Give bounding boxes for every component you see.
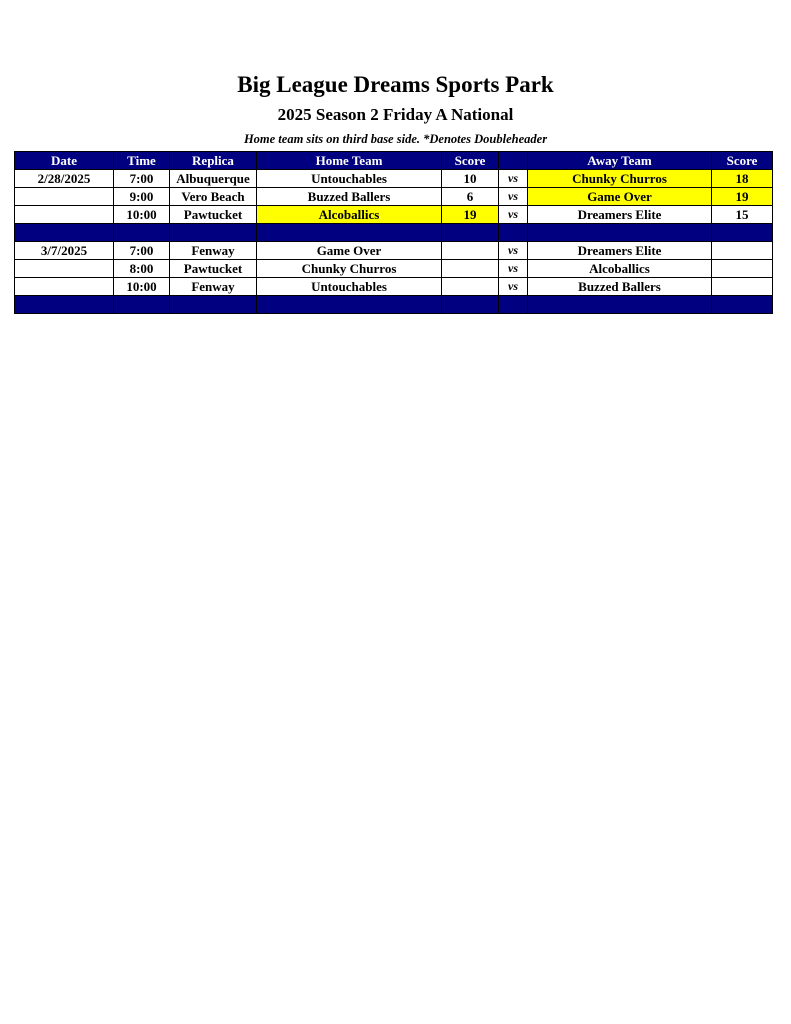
replica-cell: Fenway: [170, 242, 257, 260]
home-team-cell: Alcoballics: [257, 206, 442, 224]
date-cell: 3/7/2025: [15, 242, 114, 260]
column-header-time: Time: [114, 152, 170, 170]
separator-row: [15, 296, 773, 314]
vs-cell: vs: [499, 278, 528, 296]
away-score-cell: 18: [712, 170, 773, 188]
away-score-cell: 19: [712, 188, 773, 206]
away-team-cell: Dreamers Elite: [528, 206, 712, 224]
time-cell: 8:00: [114, 260, 170, 278]
replica-cell: Albuquerque: [170, 170, 257, 188]
column-header-away-score: Score: [712, 152, 773, 170]
column-header-replica: Replica: [170, 152, 257, 170]
away-team-cell: Buzzed Ballers: [528, 278, 712, 296]
date-cell: [15, 260, 114, 278]
away-team-cell: Chunky Churros: [528, 170, 712, 188]
time-cell: 10:00: [114, 278, 170, 296]
column-header-home-score: Score: [442, 152, 499, 170]
table-row: [15, 170, 773, 188]
column-header-home-team: Home Team: [257, 152, 442, 170]
table-header-row: [15, 152, 773, 170]
table-row: [15, 242, 773, 260]
page-subtitle: 2025 Season 2 Friday A National: [277, 105, 514, 124]
home-score-cell: 6: [442, 188, 499, 206]
home-score-cell: 10: [442, 170, 499, 188]
column-header-date: Date: [15, 152, 114, 170]
vs-cell: vs: [499, 170, 528, 188]
home-team-cell: Chunky Churros: [257, 260, 442, 278]
away-score-cell: 15: [712, 206, 773, 224]
home-score-cell: [442, 260, 499, 278]
away-team-cell: Game Over: [528, 188, 712, 206]
date-cell: [15, 278, 114, 296]
home-score-cell: 19: [442, 206, 499, 224]
away-team-cell: Dreamers Elite: [528, 242, 712, 260]
away-team-cell: Alcoballics: [528, 260, 712, 278]
time-cell: 9:00: [114, 188, 170, 206]
separator-row: [15, 224, 773, 242]
vs-cell: vs: [499, 188, 528, 206]
schedule-table: [14, 151, 773, 314]
away-score-cell: [712, 242, 773, 260]
table-row: [15, 206, 773, 224]
home-score-cell: [442, 278, 499, 296]
table-row: [15, 278, 773, 296]
vs-cell: vs: [499, 206, 528, 224]
home-score-cell: [442, 242, 499, 260]
replica-cell: Pawtucket: [170, 260, 257, 278]
table-row: [15, 260, 773, 278]
home-team-cell: Game Over: [257, 242, 442, 260]
replica-cell: Vero Beach: [170, 188, 257, 206]
replica-cell: Pawtucket: [170, 206, 257, 224]
home-team-cell: Buzzed Ballers: [257, 188, 442, 206]
away-score-cell: [712, 278, 773, 296]
date-cell: [15, 206, 114, 224]
vs-cell: vs: [499, 242, 528, 260]
vs-cell: vs: [499, 260, 528, 278]
column-header-vs: [499, 152, 528, 170]
page-title: Big League Dreams Sports Park: [237, 72, 554, 97]
home-team-cell: Untouchables: [257, 278, 442, 296]
page-note: Home team sits on third base side. *Denotes Doubleheader: [243, 132, 548, 146]
away-score-cell: [712, 260, 773, 278]
date-cell: [15, 188, 114, 206]
column-header-away-team: Away Team: [528, 152, 712, 170]
date-cell: 2/28/2025: [15, 170, 114, 188]
table-row: [15, 188, 773, 206]
time-cell: 10:00: [114, 206, 170, 224]
home-team-cell: Untouchables: [257, 170, 442, 188]
replica-cell: Fenway: [170, 278, 257, 296]
time-cell: 7:00: [114, 242, 170, 260]
time-cell: 7:00: [114, 170, 170, 188]
